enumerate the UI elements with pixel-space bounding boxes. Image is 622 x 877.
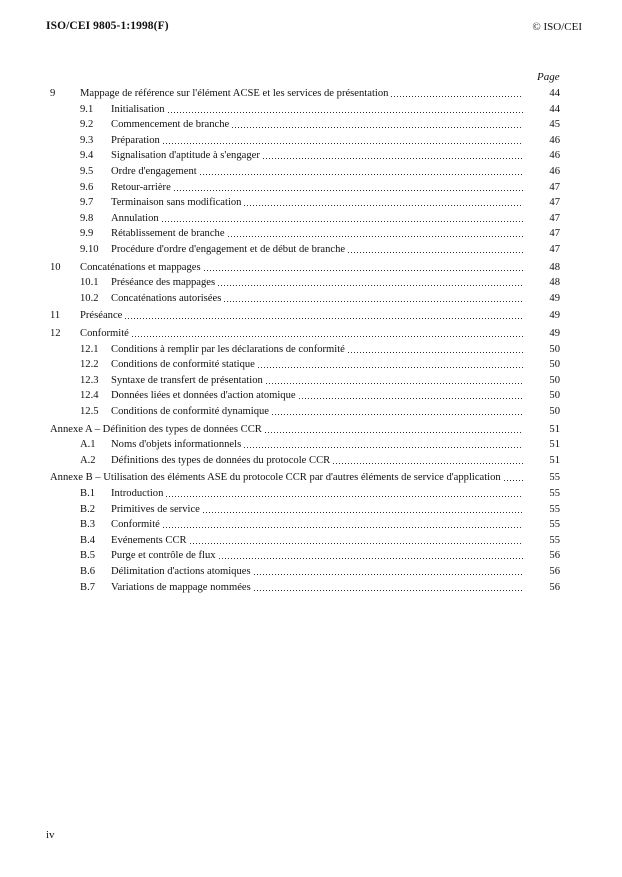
dot-leader — [253, 583, 523, 593]
toc-entry-title: Conformité — [111, 519, 160, 531]
toc-entry-page: 56 — [549, 550, 560, 562]
toc-entry[interactable] — [0, 359, 622, 375]
dot-leader — [167, 105, 523, 115]
toc-entry-page: 46 — [549, 166, 560, 177]
toc-entry-number: 9.8 — [80, 212, 94, 224]
dot-leader — [265, 376, 523, 386]
dot-leader — [124, 311, 523, 321]
toc-entry-page: 50 — [549, 406, 560, 417]
toc-entry[interactable] — [0, 455, 622, 471]
toc-entry-number: 12.1 — [80, 343, 99, 355]
toc-entry-title: Conditions de conformité dynamique — [111, 406, 269, 417]
toc-entry-number: A.1 — [80, 439, 96, 451]
toc-entry-number: B.5 — [80, 550, 96, 562]
toc-entry-title: Conformité — [80, 328, 129, 339]
dot-leader — [503, 473, 523, 483]
toc-entry-number: 10.1 — [80, 277, 99, 289]
toc-entry-number: B.4 — [80, 534, 96, 546]
toc-entry[interactable] — [0, 166, 622, 182]
toc-entry-page: 51 — [549, 423, 560, 435]
toc-entry-title: Annulation — [111, 212, 159, 224]
toc-entry[interactable] — [0, 104, 622, 120]
dot-leader — [243, 198, 523, 208]
toc-entry-page: 55 — [549, 488, 560, 499]
toc-entry-page: 55 — [549, 472, 560, 484]
toc-entry-number: 12 — [50, 328, 61, 339]
toc-entry[interactable] — [0, 566, 622, 582]
toc-entry-title: Préséance des mappages — [111, 277, 216, 289]
toc-entry-title: Données liées et données d'action atomique — [111, 390, 296, 402]
toc-entry[interactable] — [0, 390, 622, 406]
toc-entry-number: 9.6 — [80, 181, 94, 193]
toc-entry-title: Conditions à remplir par les déclarations de conformité — [111, 343, 345, 355]
dot-leader — [262, 151, 523, 161]
toc-entry[interactable] — [0, 135, 622, 151]
toc-entry[interactable] — [0, 119, 622, 135]
toc-entry-title: Retour-arrière — [111, 181, 171, 193]
toc-entry-title: Initialisation — [111, 103, 165, 115]
dot-leader — [227, 229, 523, 239]
toc-entry-title: Concaténations et mappages — [80, 261, 201, 273]
toc-entry-page: 49 — [549, 328, 560, 339]
toc-entry-title: Mappage de référence sur l'élément ACSE et les services de présentation — [80, 88, 389, 99]
toc-entry-number: 12.4 — [80, 390, 99, 402]
toc-entry-title: Noms d'objets informationnels — [111, 439, 242, 451]
toc-entry-page: 48 — [549, 277, 560, 289]
toc-entry[interactable] — [0, 550, 622, 566]
toc-entry-title: Rétablissement de branche — [111, 228, 225, 240]
toc-entry[interactable] — [0, 344, 622, 360]
toc-entry-page: 47 — [549, 197, 560, 209]
dot-leader — [347, 345, 523, 355]
toc-entry-page: 47 — [549, 228, 560, 240]
toc-entry-number: 12.5 — [80, 406, 99, 417]
toc-entry[interactable] — [0, 406, 622, 422]
dot-leader — [257, 360, 523, 370]
toc-entry-title: Ordre d'engagement — [111, 166, 197, 177]
toc-entry[interactable] — [0, 88, 622, 104]
toc-entry-page: 55 — [549, 519, 560, 531]
toc-entry[interactable] — [0, 504, 622, 520]
toc-entry[interactable] — [0, 535, 622, 551]
toc-entry[interactable] — [0, 228, 622, 244]
dot-leader — [253, 567, 523, 577]
toc-entry-page: 51 — [549, 439, 560, 451]
toc-entry-title: Introduction — [111, 488, 164, 499]
toc-entry-number: 9.1 — [80, 103, 94, 115]
toc-entry-number: 10.2 — [80, 292, 99, 304]
dot-leader — [162, 136, 523, 146]
dot-leader — [161, 214, 523, 224]
dot-leader — [332, 456, 523, 466]
dot-leader — [264, 425, 523, 435]
toc-entry-number: 9.7 — [80, 197, 94, 209]
toc-entry-number: 9.3 — [80, 134, 94, 146]
toc-entry-number: 9.9 — [80, 228, 94, 240]
page-number: iv — [46, 829, 55, 841]
toc-entry[interactable] — [0, 519, 622, 535]
toc-entry-page: 47 — [549, 212, 560, 224]
toc-entry-title: Définitions des types de données du protocole CCR — [111, 454, 331, 466]
dot-leader — [203, 263, 523, 273]
toc-entry-title: Evénements CCR — [111, 534, 187, 546]
toc-entry-page: 50 — [549, 390, 560, 402]
toc-entry-number: A.2 — [80, 454, 96, 466]
toc-entry[interactable] — [0, 582, 622, 598]
toc-entry-page: 48 — [549, 261, 560, 273]
toc-entry[interactable] — [0, 150, 622, 166]
toc-entry-number: B.2 — [80, 503, 96, 515]
toc-entry-page: 44 — [549, 103, 560, 115]
toc-entry-number: B.7 — [80, 581, 96, 593]
toc-entry-title: Purge et contrôle de flux — [111, 550, 216, 562]
toc-entry-number: 9.2 — [80, 119, 94, 131]
dot-leader — [390, 89, 523, 99]
dot-leader — [202, 505, 523, 515]
dot-leader — [347, 245, 523, 255]
dot-leader — [217, 278, 523, 288]
toc-entry[interactable] — [0, 424, 622, 440]
dot-leader — [199, 167, 523, 177]
toc-entry-title: Syntaxe de transfert de présentation — [111, 374, 263, 386]
toc-entry-page: 50 — [549, 374, 560, 386]
dot-leader — [223, 294, 523, 304]
toc-entry[interactable] — [0, 328, 622, 344]
toc-entry-title: Terminaison sans modification — [111, 197, 242, 209]
toc-entry-number: B.1 — [80, 488, 96, 499]
toc-entry[interactable] — [0, 213, 622, 229]
toc-entry-page: 50 — [549, 343, 560, 355]
toc-entry-page: 47 — [549, 181, 560, 193]
toc-entry[interactable] — [0, 277, 622, 293]
document-id: ISO/CEI 9805-1:1998(F) — [46, 20, 169, 32]
toc-entry-page: 56 — [549, 581, 560, 593]
dot-leader — [243, 440, 523, 450]
toc-entry[interactable] — [0, 472, 622, 488]
dot-leader — [162, 520, 523, 530]
toc-entry-title: Signalisation d'aptitude à s'engager — [111, 150, 260, 162]
toc-entry-number: 9.5 — [80, 166, 94, 177]
toc-entry-number: 10 — [50, 261, 61, 273]
toc-entry[interactable] — [0, 439, 622, 455]
toc-entry-page: 49 — [549, 310, 560, 322]
toc-entry-number: B.6 — [80, 566, 96, 577]
toc-entry[interactable] — [0, 488, 622, 504]
toc-entry-title: Préparation — [111, 134, 160, 146]
toc-entry-page: 44 — [549, 88, 560, 99]
dot-leader — [218, 551, 523, 561]
toc-entry-page: 47 — [549, 244, 560, 255]
toc-entry-page: 49 — [549, 292, 560, 304]
dot-leader — [131, 329, 523, 339]
toc-entry-title: Conditions de conformité statique — [111, 359, 255, 371]
dot-leader — [173, 183, 523, 193]
toc-entry[interactable] — [0, 244, 622, 260]
toc-entry-number: 12.2 — [80, 359, 99, 371]
toc-entry-title: Variations de mappage nommées — [111, 581, 251, 593]
dot-leader — [231, 120, 523, 130]
toc-entry-title: Procédure d'ordre d'engagement et de début de branche — [111, 244, 346, 255]
page-column-label: Page — [537, 71, 560, 83]
toc-entry[interactable] — [0, 310, 622, 326]
toc-entry-title: Annexe A – Définition des types de données CCR — [50, 423, 262, 435]
toc-entry[interactable] — [0, 375, 622, 391]
toc-entry-page: 46 — [549, 150, 560, 162]
dot-leader — [189, 536, 523, 546]
toc-entry-page: 50 — [549, 359, 560, 371]
toc-entry[interactable] — [0, 262, 622, 278]
toc-entry-number: 9.4 — [80, 150, 94, 162]
toc-entry-title: Concaténations autorisées — [111, 292, 222, 304]
copyright-notice: © ISO/CEI — [532, 21, 582, 33]
toc-entry-page: 45 — [549, 119, 560, 131]
toc-entry-title: Préséance — [80, 310, 123, 322]
toc-entry-title: Annexe B – Utilisation des éléments ASE du protocole CCR par d'autres éléments de service d'application — [50, 472, 501, 484]
toc-entry-number: B.3 — [80, 519, 96, 531]
toc-entry-page: 55 — [549, 534, 560, 546]
dot-leader — [165, 489, 523, 499]
toc-entry-number: 12.3 — [80, 374, 99, 386]
toc-entry-title: Commencement de branche — [111, 119, 230, 131]
toc-entry-page: 46 — [549, 134, 560, 146]
toc-entry[interactable] — [0, 293, 622, 309]
toc-entry-title: Délimitation d'actions atomiques — [111, 566, 251, 577]
toc-entry-number: 9.10 — [80, 244, 99, 255]
toc-entry-number: 9 — [50, 88, 56, 99]
dot-leader — [298, 391, 523, 401]
toc-entry[interactable] — [0, 197, 622, 213]
toc-entry-page: 51 — [549, 454, 560, 466]
dot-leader — [271, 407, 523, 417]
toc-entry-title: Primitives de service — [111, 503, 200, 515]
toc-entry-page: 56 — [549, 566, 560, 577]
toc-entry-page: 55 — [549, 503, 560, 515]
toc-entry-number: 11 — [50, 310, 61, 322]
toc-entry[interactable] — [0, 182, 622, 198]
